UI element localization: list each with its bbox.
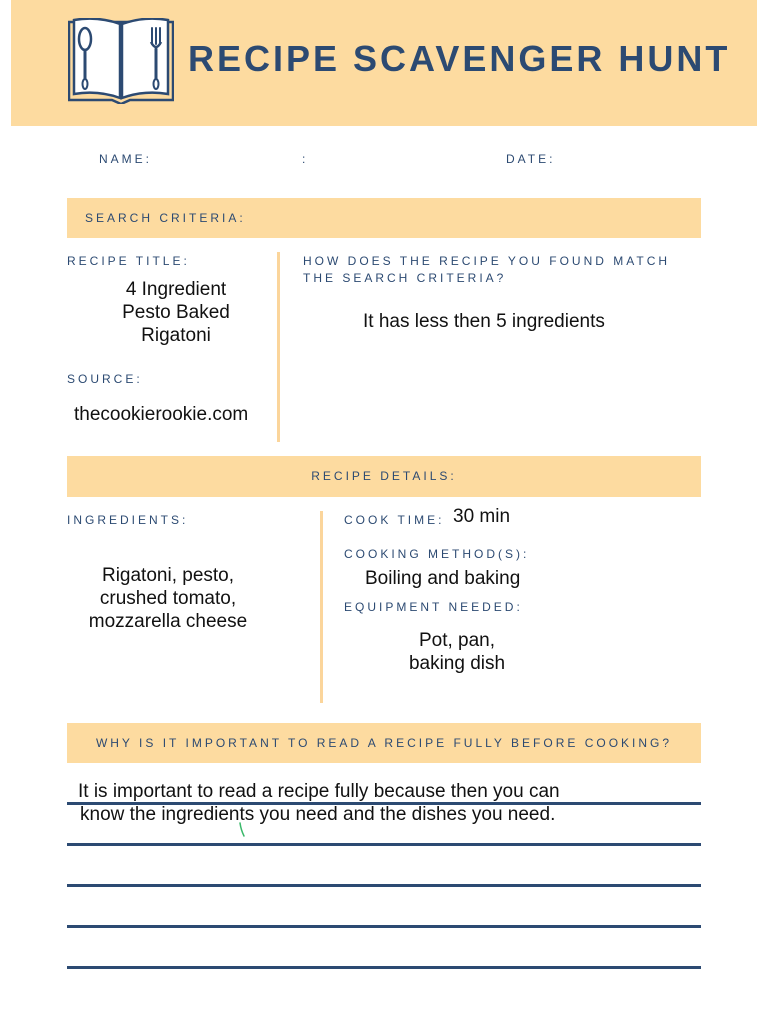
date-label: DATE: bbox=[506, 152, 556, 166]
match-question bbox=[303, 253, 670, 287]
open-book-utensils-icon bbox=[68, 18, 174, 104]
cooking-method-value: Boiling and baking bbox=[365, 568, 521, 589]
answer-line bbox=[67, 884, 701, 887]
recipe-title-label: RECIPE TITLE: bbox=[67, 254, 190, 268]
recipe-details-heading: RECIPE DETAILS: bbox=[311, 469, 457, 483]
match-answer: It has less then 5 ingredients bbox=[363, 311, 605, 332]
search-criteria-heading: SEARCH CRITERIA: bbox=[85, 211, 246, 225]
equipment-line: Pot, pan, bbox=[418, 630, 496, 651]
why-answer-line-2: know the ingredients you need and the dishes you need. bbox=[80, 804, 556, 825]
match-question-line: HOW DOES THE RECIPE YOU FOUND MATCH bbox=[303, 254, 671, 268]
details-column-divider bbox=[320, 511, 323, 703]
equipment-line: baking dish bbox=[408, 653, 506, 674]
ingredients-line: Rigatoni, pesto, bbox=[101, 565, 235, 586]
answer-line bbox=[67, 925, 701, 928]
cook-time-label: COOK TIME: bbox=[344, 513, 445, 527]
match-question-line: THE SEARCH CRITERIA? bbox=[303, 271, 507, 285]
answer-line bbox=[67, 843, 701, 846]
equipment-label: EQUIPMENT NEEDED: bbox=[344, 600, 523, 614]
ingredients-line: crushed tomato, bbox=[99, 588, 237, 609]
recipe-title-line: Pesto Baked bbox=[122, 302, 230, 323]
ingredients-label: INGREDIENTS: bbox=[67, 513, 189, 527]
ingredients-line: mozzarella cheese bbox=[88, 611, 248, 632]
source-value: thecookierookie.com bbox=[74, 404, 249, 425]
name-label: NAME: bbox=[99, 152, 153, 166]
source-label: SOURCE: bbox=[67, 372, 143, 386]
page-title: RECIPE SCAVENGER HUNT bbox=[188, 38, 731, 79]
answer-line bbox=[67, 966, 701, 969]
recipe-title-value bbox=[96, 278, 256, 347]
pen-mark bbox=[238, 822, 246, 838]
ingredients-value bbox=[72, 564, 264, 633]
cook-time-value: 30 min bbox=[453, 506, 511, 527]
column-divider bbox=[277, 252, 280, 442]
recipe-title-line: Rigatoni bbox=[141, 325, 211, 346]
equipment-value bbox=[377, 629, 537, 675]
separator-colon: : bbox=[302, 152, 309, 166]
why-question: WHY IS IT IMPORTANT TO READ A RECIPE FULLY BEFORE COOKING? bbox=[95, 736, 673, 750]
recipe-title-line: 4 Ingredient bbox=[125, 279, 227, 300]
why-answer-line-1: It is important to read a recipe fully because then you can bbox=[78, 781, 560, 802]
cooking-method-label: COOKING METHOD(S): bbox=[344, 547, 530, 561]
